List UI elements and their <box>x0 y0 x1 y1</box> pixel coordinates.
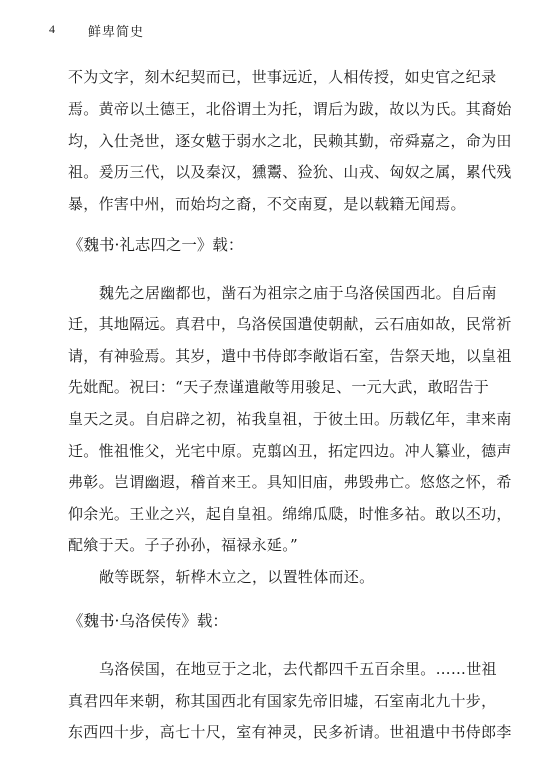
text-line: 乌洛侯国，在地豆于之北，去代都四千五百余里。……世祖 <box>99 660 497 678</box>
text-line: 先妣配。祝曰：“天子焘谨遣敞等用骏足、一元大武，敢昭告于 <box>68 378 490 396</box>
text-line: 迁，其地隔远。真君中，乌洛侯国遣使朝献，云石庙如故，民常祈 <box>68 315 512 333</box>
text-line: 请，有神验焉。其岁，遣中书侍郎李敞诣石室，告祭天地，以皇祖 <box>68 347 512 365</box>
running-title: 鲜卑简史 <box>88 25 145 40</box>
text-line: 真君四年来朝，称其国西北有国家先帝旧墟，石室南北九十步， <box>68 692 497 710</box>
page-number: 4 <box>49 22 55 36</box>
text-line: 暴，作害中州，而始均之裔，不交南夏，是以载籍无闻焉。 <box>68 195 466 213</box>
text-line: 仰余光。王业之兴，起自皇祖。绵绵瓜瓞，时惟多祜。敢以丕功， <box>68 505 512 523</box>
text-line: 东西四十步，高七十尺，室有神灵，民多祈请。世祖遣中书侍郎李 <box>68 723 512 741</box>
text-line: 魏先之居幽都也，凿石为祖宗之庙于乌洛侯国西北。自后南 <box>99 284 497 302</box>
text-line: 弗彰。岂谓幽遐，稽首来王。具知旧庙，弗毁弗亡。悠悠之怀，希 <box>68 473 512 491</box>
section-heading-wuluohou: 《魏书·乌洛侯传》载： <box>68 612 228 630</box>
text-line: 迁。惟祖惟父，光宅中原。克翦凶丑，拓定四边。冲人纂业，德声 <box>68 442 512 460</box>
text-line: 配飨于天。子子孙孙，福禄永延。” <box>68 536 298 554</box>
text-line: 敞等既祭，斩桦木立之，以置牲体而还。 <box>99 568 375 586</box>
text-line: 皇天之灵。自启辟之初，祐我皇祖，于彼土田。历载亿年，聿来南 <box>68 410 512 428</box>
text-line: 均，入仕尧世，逐女魃于弱水之北，民赖其勤，帝舜嘉之，命为田 <box>68 132 512 150</box>
section-heading-lizhi: 《魏书·礼志四之一》载： <box>68 236 244 254</box>
text-line: 焉。黄帝以土德王，北俗谓土为托，谓后为跋，故以为氏。其裔始 <box>68 100 512 118</box>
text-line: 不为文字，刻木纪契而已，世事远近，人相传授，如史官之纪录 <box>68 68 497 86</box>
text-line: 祖。爰历三代，以及秦汉，獯鬻、猃狁、山戎、匈奴之属，累代残 <box>68 163 512 181</box>
